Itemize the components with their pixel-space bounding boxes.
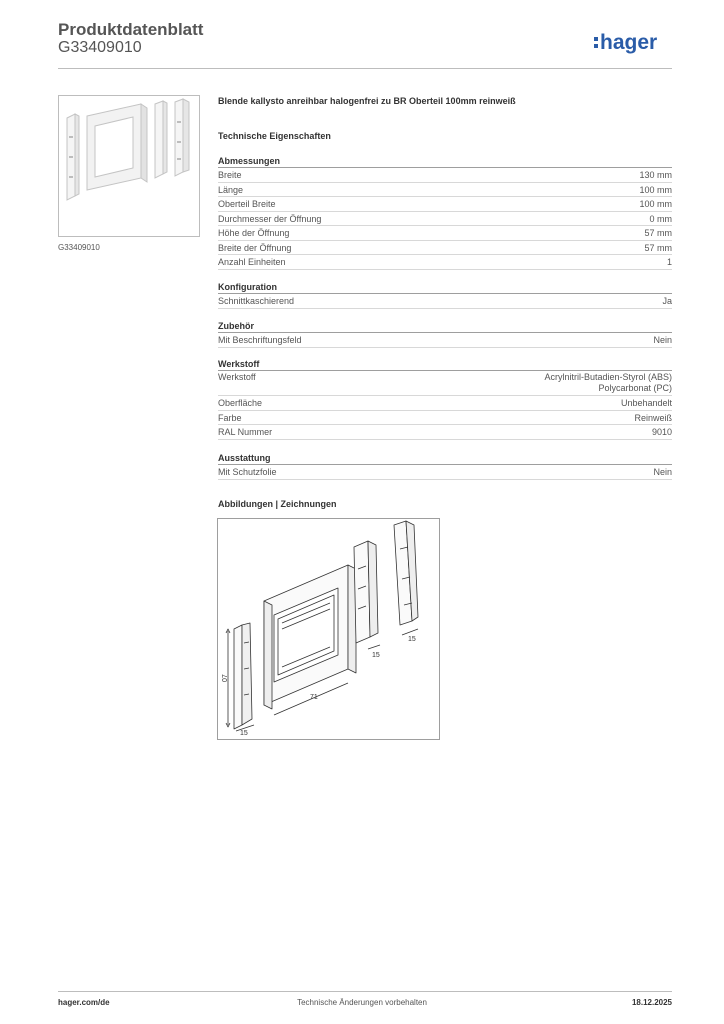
table-row xyxy=(218,425,672,440)
dimension-label: 07 xyxy=(222,674,229,682)
table-row xyxy=(218,371,672,396)
section-title: Werkstoff xyxy=(218,358,672,371)
row-value: 9010 xyxy=(651,427,672,437)
table-row xyxy=(218,465,672,480)
row-label: Oberfläche xyxy=(218,398,263,408)
dimension-label: 71 xyxy=(310,694,318,701)
table-row xyxy=(218,212,672,227)
product-thumbnail-image xyxy=(59,96,199,236)
footer-date: 18.12.2025 xyxy=(631,998,672,1007)
section-ausstattung xyxy=(218,452,672,480)
product-description: Blende kallysto anreihbar halogenfrei zu BR Oberteil 100mm reinweiß xyxy=(218,96,516,106)
technical-drawing[interactable] xyxy=(217,518,440,740)
row-value-line: Acrylnitril-Butadien-Styrol (ABS) xyxy=(544,372,672,382)
figures-heading: Abbildungen | Zeichnungen xyxy=(218,499,337,509)
row-label: Anzahl Einheiten xyxy=(218,257,286,267)
row-value: Nein xyxy=(653,467,672,477)
row-value xyxy=(544,372,672,395)
row-value: Reinweiß xyxy=(634,412,672,423)
section-werkstoff xyxy=(218,358,672,440)
header-divider xyxy=(58,68,672,69)
footer-disclaimer: Technische Änderungen vorbehalten xyxy=(297,998,427,1007)
section-title: Ausstattung xyxy=(218,452,672,465)
logo-text: hager xyxy=(600,31,658,54)
row-label: Mit Schutzfolie xyxy=(218,467,277,477)
row-value: 100 mm xyxy=(639,199,672,209)
section-title: Konfiguration xyxy=(218,281,672,294)
section-zubehoer xyxy=(218,320,672,348)
table-row xyxy=(218,396,672,411)
row-label: Werkstoff xyxy=(218,372,256,382)
footer-website: hager.com/de xyxy=(58,998,110,1007)
technical-drawing-image xyxy=(218,519,439,739)
dimension-label: 15 xyxy=(372,652,380,659)
row-label: Durchmesser der Öffnung xyxy=(218,213,322,224)
section-abmessungen xyxy=(218,155,672,270)
row-label: Oberteil Breite xyxy=(218,199,276,209)
row-label: Mit Beschriftungsfeld xyxy=(218,335,302,345)
row-value: Ja xyxy=(662,296,672,306)
row-label: Länge xyxy=(218,184,244,195)
row-value: Unbehandelt xyxy=(620,398,672,408)
table-row xyxy=(218,168,672,183)
section-konfiguration xyxy=(218,281,672,309)
table-row xyxy=(218,197,672,212)
product-number: G33409010 xyxy=(58,39,142,56)
row-value: 0 mm xyxy=(649,213,672,224)
table-row xyxy=(218,411,672,426)
row-label: RAL Nummer xyxy=(218,427,273,437)
dimension-label: 15 xyxy=(240,730,248,737)
table-row xyxy=(218,333,672,348)
product-thumbnail[interactable] xyxy=(58,95,200,237)
section-title: Abmessungen xyxy=(218,155,672,168)
row-label: Breite der Öffnung xyxy=(218,242,292,253)
row-label: Breite xyxy=(218,170,242,180)
row-value: 1 xyxy=(666,257,672,267)
thumbnail-caption: G33409010 xyxy=(58,243,100,252)
table-row xyxy=(218,294,672,309)
row-label: Farbe xyxy=(218,412,242,423)
row-value: 57 mm xyxy=(644,242,672,253)
tech-properties-heading: Technische Eigenschaften xyxy=(218,131,331,141)
page-title: Produktdatenblatt xyxy=(58,20,204,39)
row-value-line: Polycarbonat (PC) xyxy=(598,383,672,393)
row-label: Schnittkaschierend xyxy=(218,296,295,306)
footer-divider xyxy=(58,991,672,992)
row-value: 100 mm xyxy=(639,184,672,195)
row-value: 57 mm xyxy=(644,228,672,238)
hager-logo xyxy=(594,28,674,56)
dimension-label: 15 xyxy=(408,636,416,643)
table-row xyxy=(218,241,672,256)
row-label: Höhe der Öffnung xyxy=(218,228,290,238)
table-row xyxy=(218,255,672,270)
row-value: 130 mm xyxy=(639,170,672,180)
row-value: Nein xyxy=(653,335,672,345)
section-title: Zubehör xyxy=(218,320,672,333)
table-row xyxy=(218,183,672,198)
table-row xyxy=(218,226,672,241)
